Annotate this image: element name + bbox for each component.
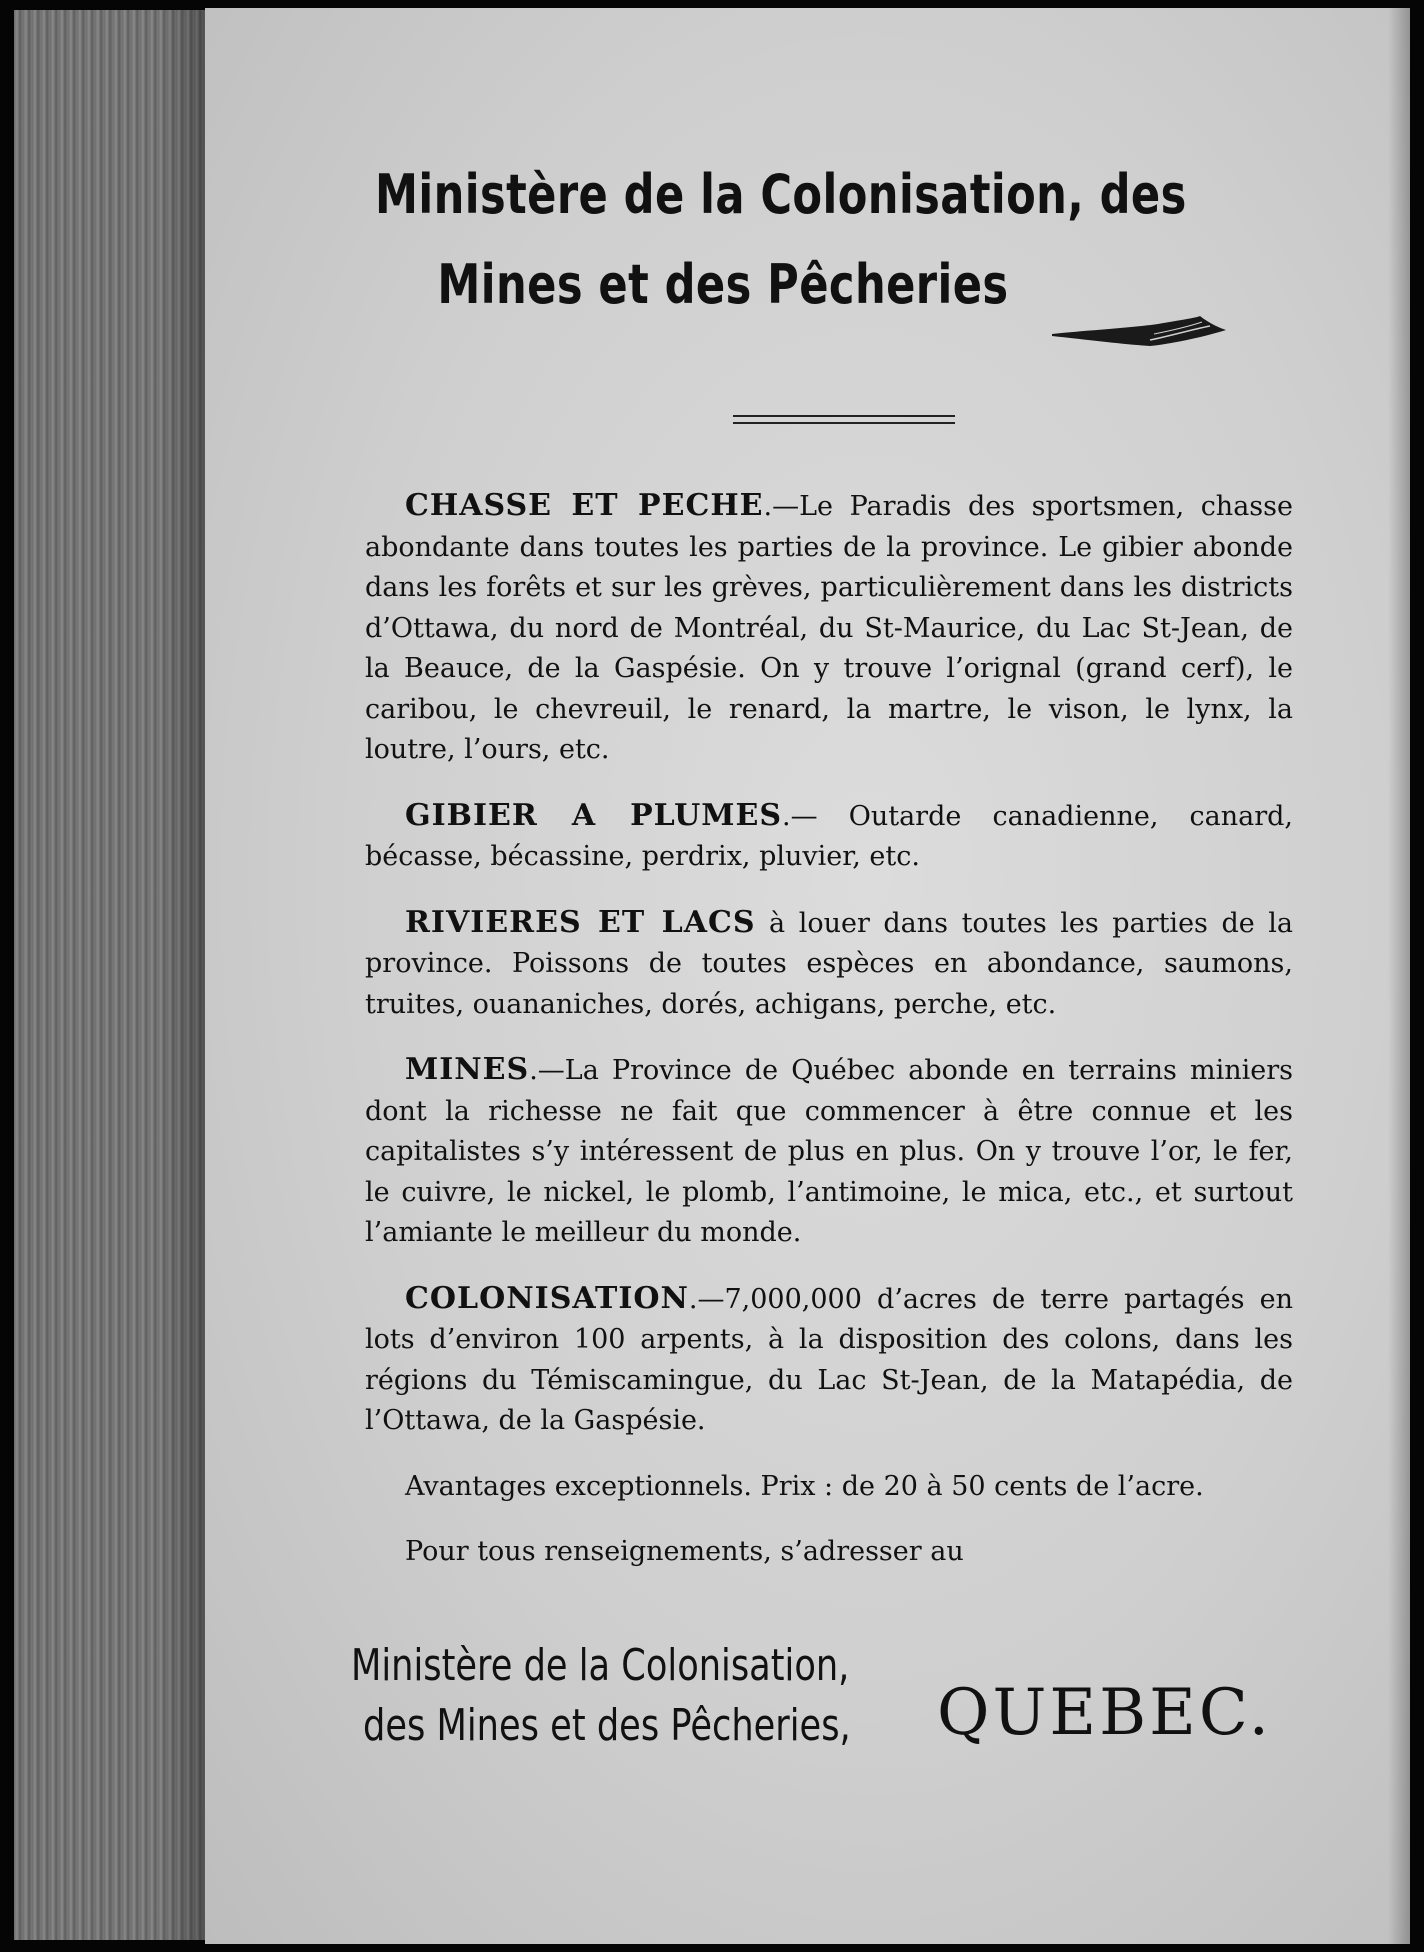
- footer-city: QUEBEC.: [937, 1676, 1272, 1750]
- footer-address: [351, 1636, 851, 1756]
- section-text: .—Le Paradis des sportsmen, chasse abondante dans toutes les parties de la province. Le gibier abonde dans les forêts et sur les grèves, particulièrement dans les districts d’Ottawa, du nord de Montréal, du St-Maurice, du Lac St-Jean, de la Beauce, de la Gaspésie. On y trouve l’orignal (grand cerf), le caribou, le chevreuil, le renard, la martre, le vison, le lynx, la loutre, l’ours, etc.: [365, 491, 1293, 765]
- section-lead: GIBIER A PLUMES: [405, 797, 782, 833]
- section-lead: COLONISATION: [405, 1280, 689, 1316]
- section-text: .— Outarde canadienne, canard, bécasse, bécassine, perdrix, pluvier, etc.: [365, 800, 1294, 872]
- page-edge-shadow: [1388, 8, 1410, 1944]
- title-line-2: Mines et des Pêcheries: [437, 253, 1009, 316]
- section-paragraph: [365, 1279, 1293, 1442]
- footer-line-1: Ministère de la Colonisation,: [351, 1640, 850, 1691]
- flourish-ornament: [1050, 310, 1230, 352]
- section-paragraph: [365, 1050, 1293, 1254]
- section-lead: MINES: [405, 1052, 530, 1087]
- page: [205, 8, 1410, 1944]
- title-line-1: Ministère de la Colonisation, des: [375, 163, 1187, 226]
- section-lead: CHASSE ET PECHE: [405, 488, 764, 523]
- section-text: .—La Province de Québec abonde en terrains miniers dont la richesse ne fait que commencer à être connue et les capitalistes s’y intéressent de plus en plus. On y trouve l’or, le fer, le cuivre, le nickel, le plomb, l’antimoine, le mica, etc., et surtout l’amiante le meilleur du monde.: [365, 1055, 1293, 1248]
- section-lead: RIVIERES ET LACS: [405, 904, 756, 940]
- page-title: [375, 163, 1187, 316]
- contact-line: Pour tous renseignements, s’adresser au: [405, 1536, 964, 1567]
- body-text: [365, 486, 1293, 1598]
- section-text: .—7,000,000 d’acres de terre partagés en lots d’environ 100 arpents, à la disposition des colons, dans les régions du Témiscamingue, du Lac St-Jean, de la Matapédia, de l’Ottawa, de la Gaspésie.: [365, 1283, 1293, 1436]
- section-paragraph: [365, 486, 1293, 771]
- section-text: à louer dans toutes les parties de la province. Poissons de toutes espèces en abondance, saumons, truites, ouananiches, dorés, achigans, perche, etc.: [365, 907, 1293, 1020]
- section-paragraph: [365, 903, 1293, 1026]
- footer-line-2: des Mines et des Pêcheries,: [363, 1700, 851, 1751]
- double-rule: [733, 415, 955, 429]
- section-paragraph: [365, 796, 1293, 878]
- advantages-line: Avantages exceptionnels. Prix : de 20 à 50 cents de l’acre.: [405, 1470, 1204, 1502]
